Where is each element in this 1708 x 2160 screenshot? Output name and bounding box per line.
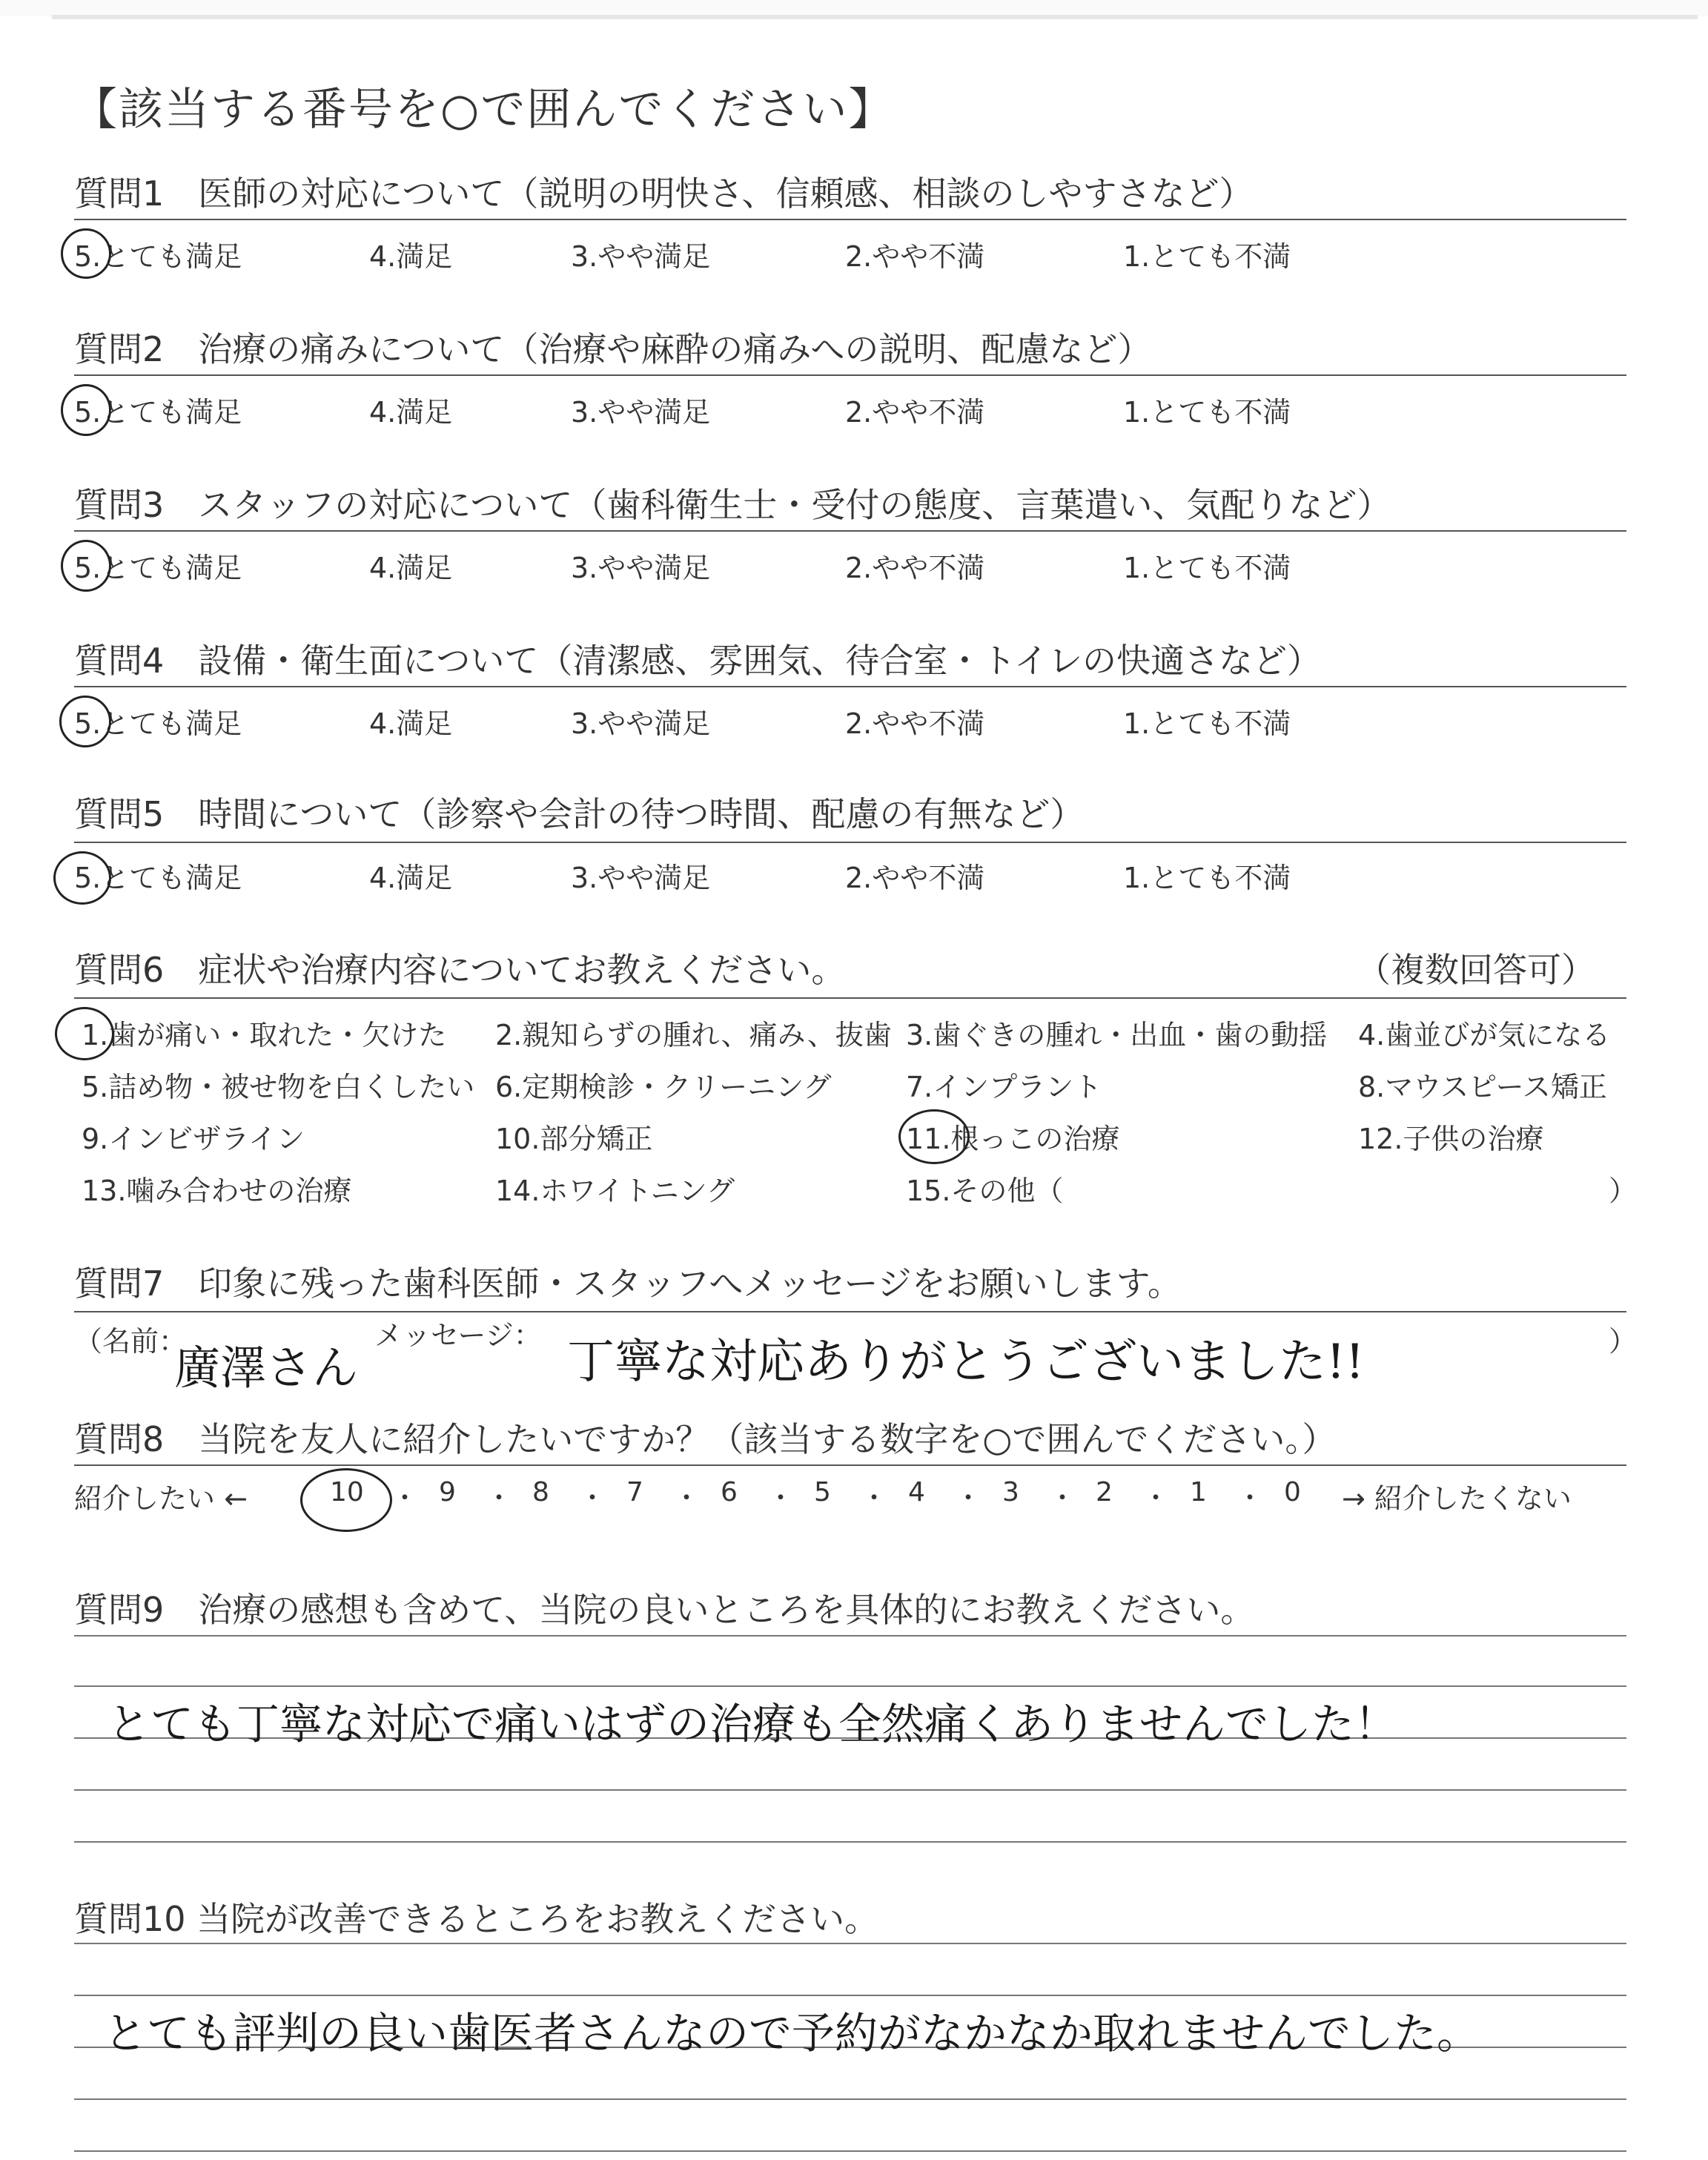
q4-option-2[interactable]: 2.やや不満 [845, 707, 985, 740]
q1-selection-circle [61, 228, 111, 279]
q6-selection-circle-11 [898, 1109, 970, 1164]
q8-separator: ・ [767, 1483, 795, 1513]
question-3-rule [74, 530, 1626, 532]
q6-item-10[interactable]: 10.部分矯正 [495, 1123, 653, 1155]
question-5-title: 質問5 時間について（診察や会計の待つ時間、配慮の有無など） [74, 794, 1085, 834]
q3-option-3[interactable]: 3.やや満足 [571, 552, 711, 584]
q8-scale-4[interactable]: 4 [908, 1477, 925, 1507]
q4-selection-circle [59, 696, 111, 747]
q10-line-4 [74, 2098, 1626, 2100]
q8-separator: ・ [579, 1483, 606, 1513]
q6-item-15-other[interactable]: 15.その他（ [906, 1175, 1064, 1207]
q3-option-4[interactable]: 4.満足 [369, 552, 453, 584]
q9-line-2 [74, 1685, 1626, 1687]
q8-scale-8[interactable]: 8 [532, 1477, 549, 1507]
q6-item-6[interactable]: 6.定期検診・クリーニング [495, 1071, 832, 1103]
q2-selection-circle [61, 384, 111, 436]
question-1-rule [74, 219, 1626, 220]
q6-item-13[interactable]: 13.噛み合わせの治療 [82, 1175, 352, 1207]
q7-message-label: メッセージ： [374, 1319, 542, 1352]
q1-option-4[interactable]: 4.満足 [369, 240, 453, 273]
q2-option-3[interactable]: 3.やや満足 [571, 396, 711, 429]
q6-item-15-close: ） [1609, 1175, 1638, 1207]
q6-selection-circle-1 [55, 1007, 114, 1060]
q8-selection-circle [300, 1468, 392, 1532]
question-8-title: 質問8 当院を友人に紹介したいですか？（該当する数字を○で囲んでください。） [74, 1419, 1337, 1459]
q1-option-1[interactable]: 1.とても不満 [1123, 240, 1291, 273]
q3-option-2[interactable]: 2.やや不満 [845, 552, 985, 584]
question-7-rule [74, 1311, 1626, 1312]
q5-option-4[interactable]: 4.満足 [369, 862, 453, 894]
q8-scale-0[interactable]: 0 [1284, 1477, 1301, 1507]
q8-scale-3[interactable]: 3 [1002, 1477, 1019, 1507]
q9-line-4 [74, 1789, 1626, 1791]
q8-separator: ・ [673, 1483, 701, 1513]
question-10-title: 質問10 当院が改善できるところをお教えください。 [74, 1899, 879, 1939]
q4-option-1[interactable]: 1.とても不満 [1123, 707, 1291, 740]
question-3-title: 質問3 スタッフの対応について（歯科衛生士・受付の態度、言葉遣い、気配りなど） [74, 485, 1391, 525]
q6-item-3[interactable]: 3.歯ぐきの腫れ・出血・歯の動揺 [906, 1019, 1328, 1051]
q5-selection-circle [53, 851, 111, 905]
q1-option-5[interactable]: 5.とても満足 [74, 240, 242, 273]
question-4-title: 質問4 設備・衛生面について（清潔感、雰囲気、待合室・トイレの快適さなど） [74, 641, 1322, 681]
question-9-title: 質問9 治療の感想も含めて、当院の良いところを具体的にお教えください。 [74, 1590, 1255, 1630]
question-4-rule [74, 686, 1626, 687]
q9-line-5 [74, 1841, 1626, 1843]
q7-message-handwritten[interactable]: 丁寧な対応ありがとうございました!! [567, 1335, 1365, 1390]
q8-scale-7[interactable]: 7 [626, 1477, 643, 1507]
q8-separator: ・ [1049, 1483, 1076, 1513]
q4-option-4[interactable]: 4.満足 [369, 707, 453, 740]
q6-item-2[interactable]: 2.親知らずの腫れ、痛み、抜歯 [495, 1019, 892, 1051]
q8-scale-1[interactable]: 1 [1190, 1477, 1207, 1507]
q4-option-5[interactable]: 5.とても満足 [74, 707, 242, 740]
q6-item-1[interactable]: 1.歯が痛い・取れた・欠けた [82, 1019, 447, 1051]
q8-scale-6[interactable]: 6 [721, 1477, 738, 1507]
question-8-rule [74, 1464, 1626, 1466]
q6-item-7[interactable]: 7.インプラント [906, 1071, 1102, 1103]
q8-separator: ・ [861, 1483, 888, 1513]
question-2-rule [74, 374, 1626, 376]
q8-separator: ・ [486, 1483, 513, 1513]
q10-answer-handwritten[interactable]: とても評判の良い歯医者さんなので予約がなかなか取れませんでした。 [104, 2008, 1480, 2058]
q5-option-3[interactable]: 3.やや満足 [571, 862, 711, 894]
q6-item-4[interactable]: 4.歯並びが気になる [1358, 1019, 1611, 1051]
q8-separator: ・ [955, 1483, 982, 1513]
question-7-title: 質問7 印象に残った歯科医師・スタッフへメッセージをお願いします。 [74, 1264, 1182, 1304]
scan-top-edge [52, 15, 1698, 19]
q10-line-1 [74, 1943, 1626, 1944]
q8-separator: ・ [1237, 1483, 1264, 1513]
question-5-rule [74, 842, 1626, 843]
page-heading: 【該当する番号を○で囲んでください】 [73, 84, 895, 136]
q5-option-2[interactable]: 2.やや不満 [845, 862, 985, 894]
q10-line-2 [74, 1995, 1626, 1996]
q3-option-5[interactable]: 5.とても満足 [74, 552, 242, 584]
q5-option-1[interactable]: 1.とても不満 [1123, 862, 1291, 894]
q3-selection-circle [61, 540, 111, 592]
q2-option-5[interactable]: 5.とても満足 [74, 396, 242, 429]
q2-option-2[interactable]: 2.やや不満 [845, 396, 985, 429]
q8-scale-5[interactable]: 5 [814, 1477, 831, 1507]
q2-option-4[interactable]: 4.満足 [369, 396, 453, 429]
q8-separator: ・ [1142, 1483, 1170, 1513]
q8-scale-9[interactable]: 9 [439, 1477, 456, 1507]
q8-scale-2[interactable]: 2 [1096, 1477, 1113, 1507]
q10-line-5 [74, 2150, 1626, 2152]
q8-left-label: 紹介したい ← [74, 1482, 248, 1515]
q4-option-3[interactable]: 3.やや満足 [571, 707, 711, 740]
q2-option-1[interactable]: 1.とても不満 [1123, 396, 1291, 429]
q9-line-1 [74, 1635, 1626, 1636]
question-6-rule [74, 997, 1626, 999]
question-6-title: 質問6 症状や治療内容についてお教えください。 [74, 950, 846, 990]
q3-option-1[interactable]: 1.とても不満 [1123, 552, 1291, 584]
q1-option-2[interactable]: 2.やや不満 [845, 240, 985, 273]
q8-scale-10[interactable]: 10 [330, 1477, 364, 1507]
q7-name-handwritten[interactable]: 廣澤さん [174, 1341, 359, 1395]
q9-answer-handwritten[interactable]: とても丁寧な対応で痛いはずの治療も全然痛くありませんでした！ [107, 1699, 1398, 1749]
q7-close-paren: ） [1609, 1325, 1638, 1358]
question-6-note: （複数回答可） [1357, 950, 1595, 990]
q5-option-5[interactable]: 5.とても満足 [74, 862, 242, 894]
q7-name-label: （名前： [74, 1325, 188, 1358]
question-2-title: 質問2 治療の痛みについて（治療や麻酔の痛みへの説明、配慮など） [74, 329, 1152, 369]
q8-separator: ・ [391, 1483, 419, 1513]
question-1-title: 質問1 医師の対応について（説明の明快さ、信頼感、相談のしやすさなど） [74, 174, 1254, 214]
q6-item-5[interactable]: 5.詰め物・被せ物を白くしたい [82, 1071, 475, 1103]
q6-item-9[interactable]: 9.インビザライン [82, 1123, 305, 1155]
q8-right-label: → 紹介したくない [1342, 1482, 1572, 1515]
q6-item-8[interactable]: 8.マウスピース矯正 [1358, 1071, 1607, 1103]
q1-option-3[interactable]: 3.やや満足 [571, 240, 711, 273]
q6-item-14[interactable]: 14.ホワイトニング [495, 1175, 735, 1207]
q6-item-11[interactable]: 11.根っこの治療 [906, 1123, 1120, 1155]
q6-item-12[interactable]: 12.子供の治療 [1358, 1123, 1544, 1155]
scan-top-band [0, 0, 1708, 16]
